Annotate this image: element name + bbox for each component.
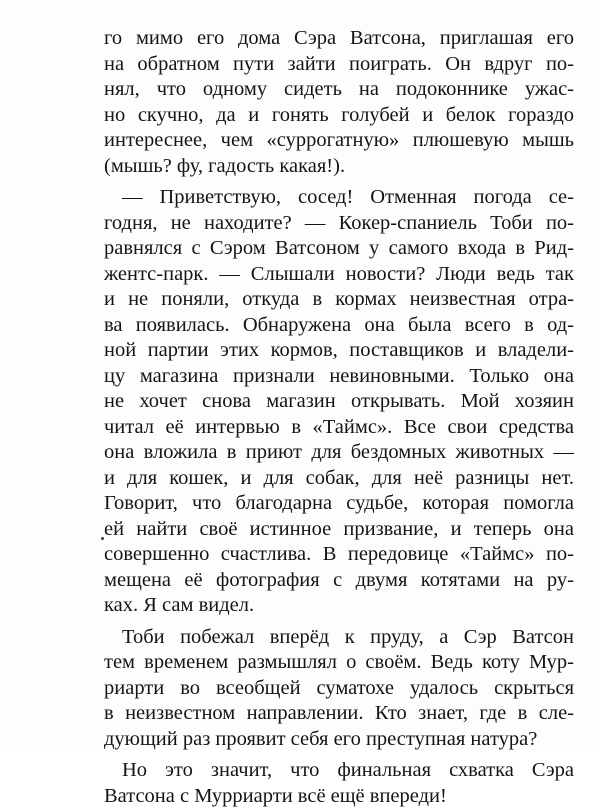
paragraph — [104, 758, 574, 809]
print-speck — [101, 537, 104, 540]
text-line: равнялся с Сэром Ватсоном у самого входа в Рид- — [104, 236, 574, 262]
text-line: и для кошек, и для собак, для неё разницы нет. — [104, 466, 574, 492]
text-line: нял, что одному сидеть на подоконнике ужас- — [104, 77, 574, 103]
text-line: в неизвестном направлении. Кто знает, где в сле- — [104, 701, 574, 727]
text-line: она вложила в приют для бездомных животных — — [104, 440, 574, 466]
text-line: на обратном пути зайти поиграть. Он вдруг по- — [104, 52, 574, 78]
text-line: Говорит, что благодарна судьбе, которая помогла — [104, 491, 574, 517]
text-line: ках. Я сам видел. — [104, 593, 574, 619]
text-line: — Приветствую, сосед! Отменная погода се- — [104, 185, 574, 211]
body-text — [104, 26, 574, 809]
text-line: тем временем размышлял о своём. Ведь коту Мур- — [104, 650, 574, 676]
text-line: Но это значит, что финальная схватка Сэра — [104, 758, 574, 784]
text-line: ей найти своё истинное призвание, и теперь она — [104, 517, 574, 543]
text-line: совершенно счастлива. В передовице «Таймс» по- — [104, 542, 574, 568]
paragraph — [104, 185, 574, 619]
text-line: мещена её фотография с двумя котятами на ру- — [104, 568, 574, 594]
text-line: ной партии этих кормов, поставщиков и владели- — [104, 338, 574, 364]
paragraph — [104, 26, 574, 179]
text-line: (мышь? фу, гадость какая!). — [104, 154, 574, 180]
text-line: интереснее, чем «суррогатную» плюшевую мышь — [104, 128, 574, 154]
text-line: Ватсона с Мурриарти всё ещё впереди! — [104, 784, 574, 809]
text-line: не хочет снова магазин открывать. Мой хозяин — [104, 389, 574, 415]
text-line: читал её интервью в «Таймс». Все свои средства — [104, 415, 574, 441]
text-line: риарти во всеобщей суматохе удалось скрыться — [104, 676, 574, 702]
text-line: и не поняли, откуда в кормах неизвестная отра- — [104, 287, 574, 313]
text-line: дующий раз проявит себя его преступная натура? — [104, 727, 574, 753]
text-line: Тоби побежал вперёд к пруду, а Сэр Ватсон — [104, 625, 574, 651]
paragraph — [104, 625, 574, 753]
text-line: жентс-парк. — Слышали новости? Люди ведь так — [104, 262, 574, 288]
text-line: го мимо его дома Сэра Ватсона, приглашая его — [104, 26, 574, 52]
text-line: ва появилась. Обнаружена она была всего в од- — [104, 313, 574, 339]
text-line: годня, не находите? — Кокер-спаниель Тоби по- — [104, 211, 574, 237]
text-line: но скучно, да и гонять голубей и белок гораздо — [104, 103, 574, 129]
text-line: цу магазина признали невиновными. Только она — [104, 364, 574, 390]
